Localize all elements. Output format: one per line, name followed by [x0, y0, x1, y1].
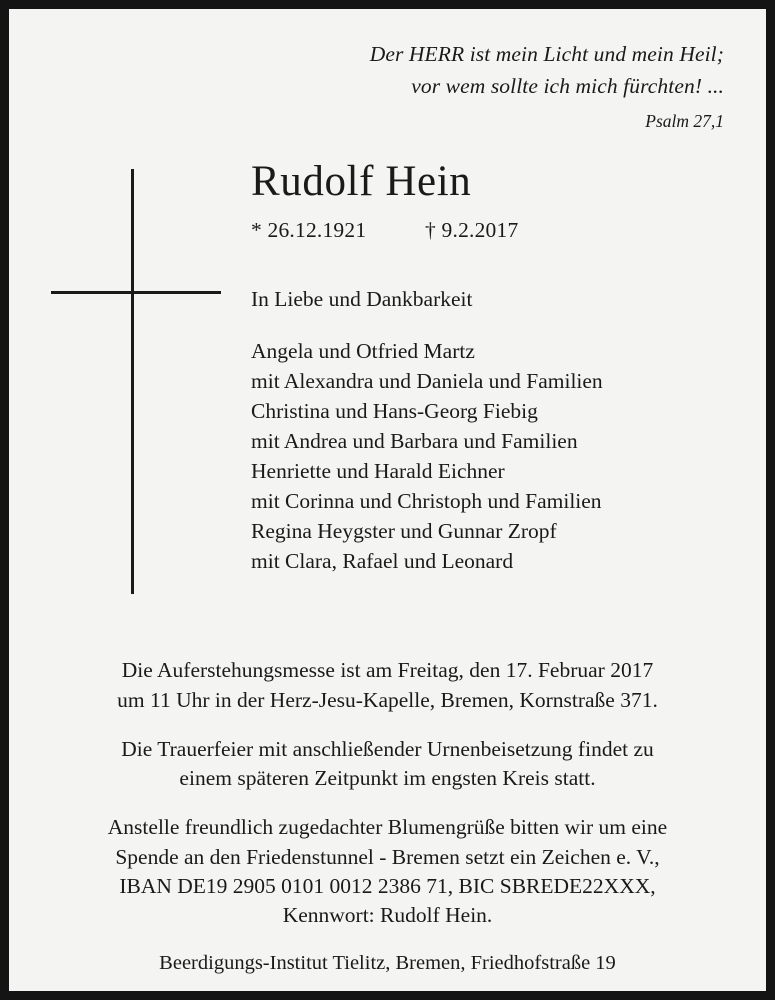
family-line: Angela und Otfried Martz [251, 338, 475, 363]
notice-service [39, 656, 736, 714]
notice-line: um 11 Uhr in der Herz-Jesu-Kapelle, Bremen, Kornstraße 371. [117, 687, 658, 712]
verse-line-2: vor wem sollte ich mich fürchten! ... [411, 73, 724, 98]
life-dates [251, 218, 732, 243]
family-line: Regina Heygster und Gunnar Zropf [251, 518, 557, 543]
death-date: † 9.2.2017 [425, 217, 519, 242]
notice-line: IBAN DE19 2905 0101 0012 2386 71, BIC SBREDE22XXX, [119, 873, 656, 898]
scripture-verse [43, 39, 732, 103]
notice-line: Anstelle freundlich zugedachter Blumengrüße bitten wir um eine [107, 815, 668, 840]
cross-vertical-bar [131, 169, 134, 594]
family-line: mit Alexandra und Daniela und Familien [251, 368, 603, 393]
family-line: mit Corinna und Christoph und Familien [251, 488, 602, 513]
obituary-inner [9, 9, 766, 991]
cross-horizontal-bar [51, 291, 221, 294]
notices-block [9, 656, 766, 977]
notice-donation [39, 813, 736, 930]
family-lead-text: In Liebe und Dankbarkeit [251, 286, 473, 311]
verse-source: Psalm 27,1 [645, 110, 724, 131]
verse-line-1: Der HERR ist mein Licht und mein Heil; [369, 42, 724, 66]
notice-line: Spende an den Friedenstunnel - Bremen setzt ein Zeichen e. V., [115, 844, 660, 869]
notice-line: Kennwort: Rudolf Hein. [282, 903, 493, 928]
deceased-name: Rudolf Hein [251, 157, 472, 205]
notice-line: Die Trauerfeier mit anschließender Urnenbeisetzung findet zu [121, 736, 654, 761]
family-line: Henriette und Harald Eichner [251, 458, 505, 483]
funeral-institute: Beerdigungs-Institut Tielitz, Bremen, Friedhofstraße 19 [159, 952, 616, 975]
family-line: mit Andrea und Barbara und Familien [251, 428, 578, 453]
family-line: mit Clara, Rafael und Leonard [251, 548, 514, 573]
notice-line: einem späteren Zeitpunkt im engsten Kreis statt. [179, 766, 596, 791]
notice-line: Die Auferstehungsmesse ist am Freitag, den 17. Februar 2017 [121, 658, 654, 683]
family-line: Christina und Hans-Georg Fiebig [251, 398, 538, 423]
notice-ceremony [39, 735, 736, 793]
birth-date: * 26.12.1921 [251, 217, 367, 242]
cross-icon [51, 169, 221, 599]
